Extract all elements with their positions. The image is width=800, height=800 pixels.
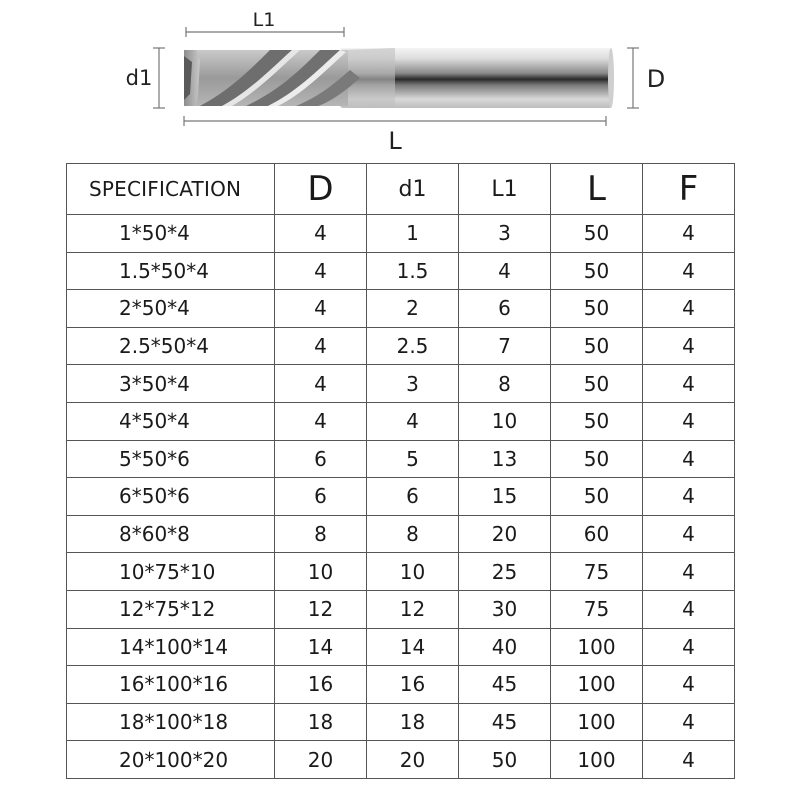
l-dimension: [184, 116, 606, 155]
cell-l1: 40: [459, 628, 551, 666]
cell-f: 4: [643, 440, 735, 478]
table-row: [67, 703, 735, 741]
cell-f: 4: [643, 402, 735, 440]
cell-d: 18: [275, 703, 367, 741]
header-l1: L1: [459, 164, 551, 215]
cell-d: 4: [275, 402, 367, 440]
cell-l1: 3: [459, 215, 551, 253]
cell-d1: 2.5: [367, 327, 459, 365]
cell-d: 4: [275, 327, 367, 365]
cell-l1: 6: [459, 290, 551, 328]
cell-f: 4: [643, 553, 735, 591]
cell-spec: 6*50*6: [67, 478, 275, 516]
cell-l1: 4: [459, 252, 551, 290]
cell-l: 60: [551, 515, 643, 553]
cell-f: 4: [643, 327, 735, 365]
cell-spec: 18*100*18: [67, 703, 275, 741]
cell-spec: 4*50*4: [67, 402, 275, 440]
l-label: L: [388, 127, 402, 155]
cell-l1: 25: [459, 553, 551, 591]
cell-l: 50: [551, 402, 643, 440]
cell-d1: 18: [367, 703, 459, 741]
cell-d: 8: [275, 515, 367, 553]
specification-table: [66, 163, 735, 779]
cell-f: 4: [643, 478, 735, 516]
cell-l1: 8: [459, 365, 551, 403]
cell-d: 12: [275, 590, 367, 628]
d1-dimension: [126, 48, 165, 108]
cell-spec: 12*75*12: [67, 590, 275, 628]
cell-l: 100: [551, 741, 643, 779]
cell-spec: 3*50*4: [67, 365, 275, 403]
cell-f: 4: [643, 215, 735, 253]
cell-spec: 2.5*50*4: [67, 327, 275, 365]
cell-d1: 8: [367, 515, 459, 553]
cell-f: 4: [643, 290, 735, 328]
header-d1: d1: [367, 164, 459, 215]
cell-l1: 7: [459, 327, 551, 365]
cell-d: 6: [275, 440, 367, 478]
cell-l: 75: [551, 553, 643, 591]
cell-d1: 6: [367, 478, 459, 516]
cell-spec: 10*75*10: [67, 553, 275, 591]
cell-spec: 20*100*20: [67, 741, 275, 779]
cell-d: 4: [275, 215, 367, 253]
cell-d: 4: [275, 290, 367, 328]
cell-l: 100: [551, 628, 643, 666]
table-row: [67, 515, 735, 553]
cell-f: 4: [643, 703, 735, 741]
cell-spec: 1.5*50*4: [67, 252, 275, 290]
cell-d: 16: [275, 666, 367, 704]
header-specification: SPECIFICATION: [67, 164, 275, 215]
cell-f: 4: [643, 741, 735, 779]
table-row: [67, 252, 735, 290]
cell-d1: 1.5: [367, 252, 459, 290]
cell-l: 50: [551, 252, 643, 290]
cell-l1: 13: [459, 440, 551, 478]
cell-d: 4: [275, 252, 367, 290]
table-row: [67, 365, 735, 403]
cell-spec: 2*50*4: [67, 290, 275, 328]
cell-l: 50: [551, 478, 643, 516]
table-row: [67, 440, 735, 478]
cell-d: 10: [275, 553, 367, 591]
cell-d1: 2: [367, 290, 459, 328]
table-row: [67, 741, 735, 779]
cell-d1: 3: [367, 365, 459, 403]
l1-label: L1: [252, 9, 276, 31]
cell-d1: 14: [367, 628, 459, 666]
table-row: [67, 666, 735, 704]
cell-l: 50: [551, 440, 643, 478]
cell-d: 6: [275, 478, 367, 516]
shank-diameter-dimension: [627, 48, 665, 108]
cell-spec: 1*50*4: [67, 215, 275, 253]
cell-l1: 20: [459, 515, 551, 553]
cell-d1: 1: [367, 215, 459, 253]
cell-spec: 14*100*14: [67, 628, 275, 666]
table-header-row: [67, 164, 735, 215]
cell-l1: 45: [459, 703, 551, 741]
cell-f: 4: [643, 365, 735, 403]
cell-f: 4: [643, 666, 735, 704]
cell-l: 100: [551, 703, 643, 741]
table-row: [67, 628, 735, 666]
table-row: [67, 590, 735, 628]
table-row: [67, 478, 735, 516]
d1-label: d1: [125, 66, 153, 90]
header-l: L: [551, 164, 643, 215]
cell-l: 50: [551, 327, 643, 365]
cell-d1: 16: [367, 666, 459, 704]
table-row: [67, 402, 735, 440]
cell-l1: 10: [459, 402, 551, 440]
table-row: [67, 327, 735, 365]
cell-f: 4: [643, 590, 735, 628]
cell-spec: 8*60*8: [67, 515, 275, 553]
cell-spec: 16*100*16: [67, 666, 275, 704]
cell-d: 14: [275, 628, 367, 666]
cell-l1: 50: [459, 741, 551, 779]
cell-d1: 5: [367, 440, 459, 478]
cell-d: 4: [275, 365, 367, 403]
l1-dimension: [186, 9, 344, 37]
cell-l: 100: [551, 666, 643, 704]
cell-l1: 45: [459, 666, 551, 704]
cell-f: 4: [643, 515, 735, 553]
table-row: [67, 553, 735, 591]
cell-l1: 30: [459, 590, 551, 628]
header-f: F: [643, 164, 735, 215]
end-mill-diagram: [0, 0, 800, 160]
cell-l: 75: [551, 590, 643, 628]
end-mill-image: [184, 48, 614, 108]
shank-diameter-label: D: [646, 65, 666, 93]
cell-spec: 5*50*6: [67, 440, 275, 478]
cell-f: 4: [643, 628, 735, 666]
cell-d1: 12: [367, 590, 459, 628]
cell-d: 20: [275, 741, 367, 779]
cell-d1: 10: [367, 553, 459, 591]
cell-l: 50: [551, 215, 643, 253]
cell-d1: 4: [367, 402, 459, 440]
header-d: D: [275, 164, 367, 215]
cell-l: 50: [551, 290, 643, 328]
cell-d1: 20: [367, 741, 459, 779]
cell-l1: 15: [459, 478, 551, 516]
table-row: [67, 215, 735, 253]
cell-f: 4: [643, 252, 735, 290]
table-row: [67, 290, 735, 328]
cell-l: 50: [551, 365, 643, 403]
